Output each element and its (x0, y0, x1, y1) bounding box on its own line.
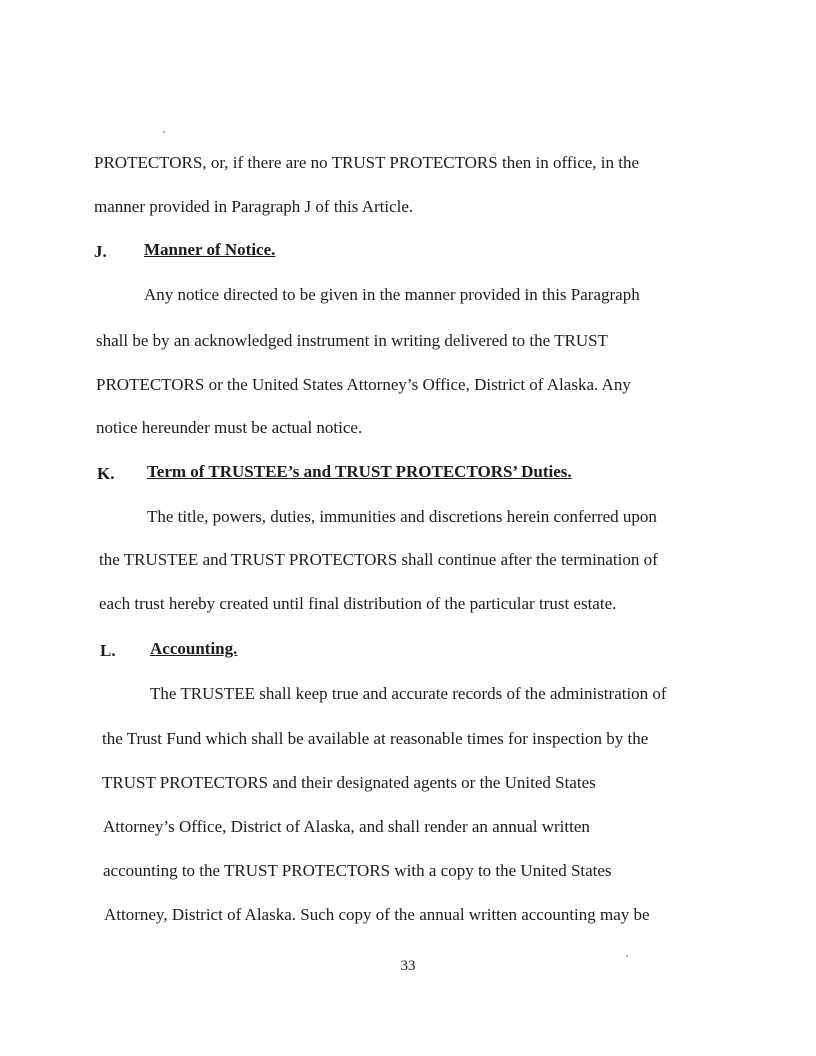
body-line: Attorney, District of Alaska. Such copy of the annual written accounting may be (104, 905, 650, 924)
body-line: The TRUSTEE shall keep true and accurate records of the administration of (150, 684, 667, 703)
body-line: the TRUSTEE and TRUST PROTECTORS shall continue after the termination of (99, 550, 658, 569)
section-j-title: Manner of Notice. (144, 240, 276, 259)
body-line: each trust hereby created until final distribution of the particular trust estate. (99, 594, 617, 613)
section-j-letter: J. (94, 242, 107, 261)
page-number: 33 (400, 958, 416, 974)
body-line: Any notice directed to be given in the manner provided in this Paragraph (144, 285, 640, 304)
body-line: accounting to the TRUST PROTECTORS with a copy to the United States (103, 861, 612, 880)
body-line: notice hereunder must be actual notice. (96, 418, 363, 437)
body-line: The title, powers, duties, immunities and discretions herein conferred upon (147, 507, 657, 526)
scan-speck (163, 131, 165, 133)
body-line: the Trust Fund which shall be available at reasonable times for inspection by the (102, 729, 649, 748)
body-line: TRUST PROTECTORS and their designated agents or the United States (102, 773, 596, 792)
section-l-title: Accounting. (150, 639, 238, 658)
body-line: shall be by an acknowledged instrument in writing delivered to the TRUST (96, 331, 608, 350)
section-l-letter: L. (100, 641, 116, 660)
section-k-title: Term of TRUSTEE’s and TRUST PROTECTORS’ Duties. (147, 462, 572, 481)
body-line: PROTECTORS, or, if there are no TRUST PROTECTORS then in office, in the (94, 153, 640, 172)
body-line: PROTECTORS or the United States Attorney’s Office, District of Alaska. Any (96, 375, 631, 394)
body-line: manner provided in Paragraph J of this Article. (94, 197, 414, 216)
section-k-letter: K. (97, 464, 115, 483)
body-line: Attorney’s Office, District of Alaska, and shall render an annual written (103, 817, 590, 836)
